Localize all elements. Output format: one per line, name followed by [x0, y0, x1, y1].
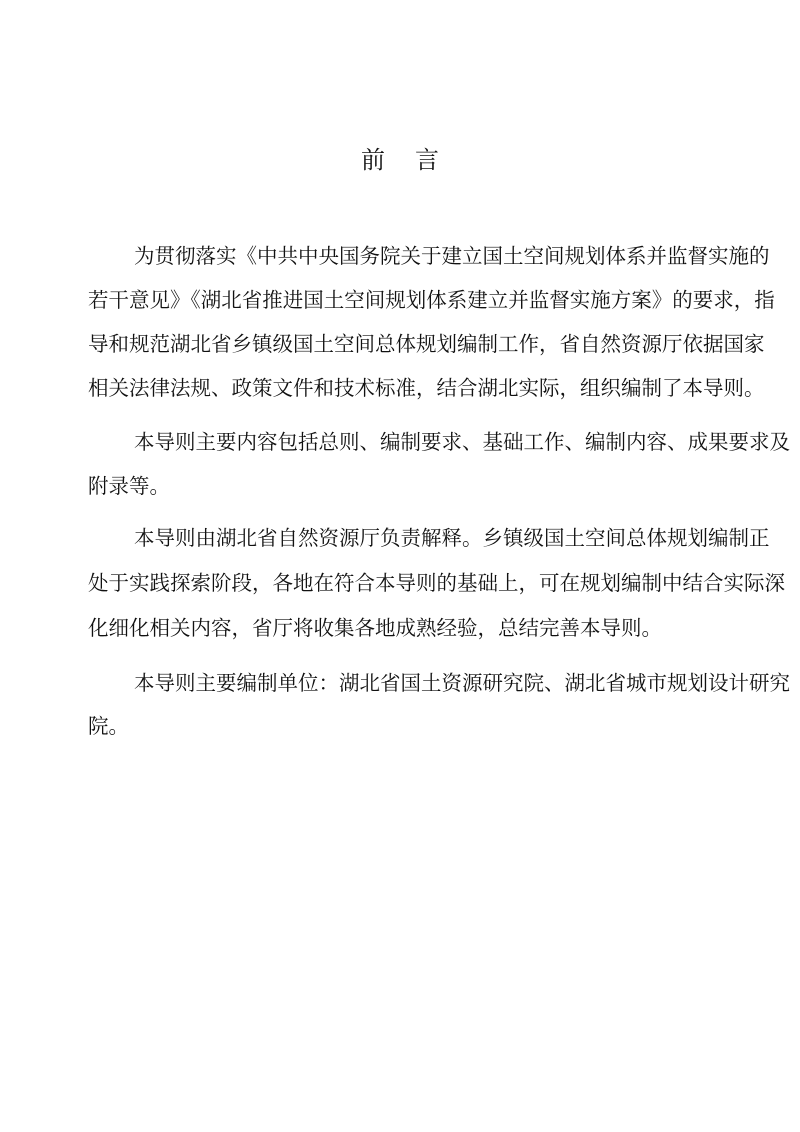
paragraph-line: 院。 [88, 714, 129, 738]
paragraph-line: 附录等。 [88, 474, 170, 498]
paragraph-line: 导和规范湖北省乡镇级国土空间总体规划编制工作，省自然资源厅依据国家 [88, 332, 765, 356]
paragraph-line: 为贯彻落实《中共中央国务院关于建立国土空间规划体系并监督实施的 [134, 244, 770, 268]
paragraph-line: 本导则主要内容包括总则、编制要求、基础工作、编制内容、成果要求及 [134, 430, 790, 454]
paragraph-line: 化细化相关内容，省厅将收集各地成熟经验，总结完善本导则。 [88, 616, 662, 640]
paragraph-line: 若干意见》《湖北省推进国土空间规划体系建立并监督实施方案》的要求，指 [88, 288, 775, 312]
page-title: 前言 [361, 146, 469, 174]
paragraph-line: 处于实践探索阶段，各地在符合本导则的基础上，可在规划编制中结合实际深 [88, 571, 785, 595]
paragraph-line: 相关法律法规、政策文件和技术标准，结合湖北实际，组织编制了本导则。 [88, 376, 765, 400]
paragraph-line: 本导则由湖北省自然资源厅负责解释。乡镇级国土空间总体规划编制正 [134, 526, 770, 550]
paragraph-line: 本导则主要编制单位：湖北省国土资源研究院、湖北省城市规划设计研究 [134, 671, 790, 695]
